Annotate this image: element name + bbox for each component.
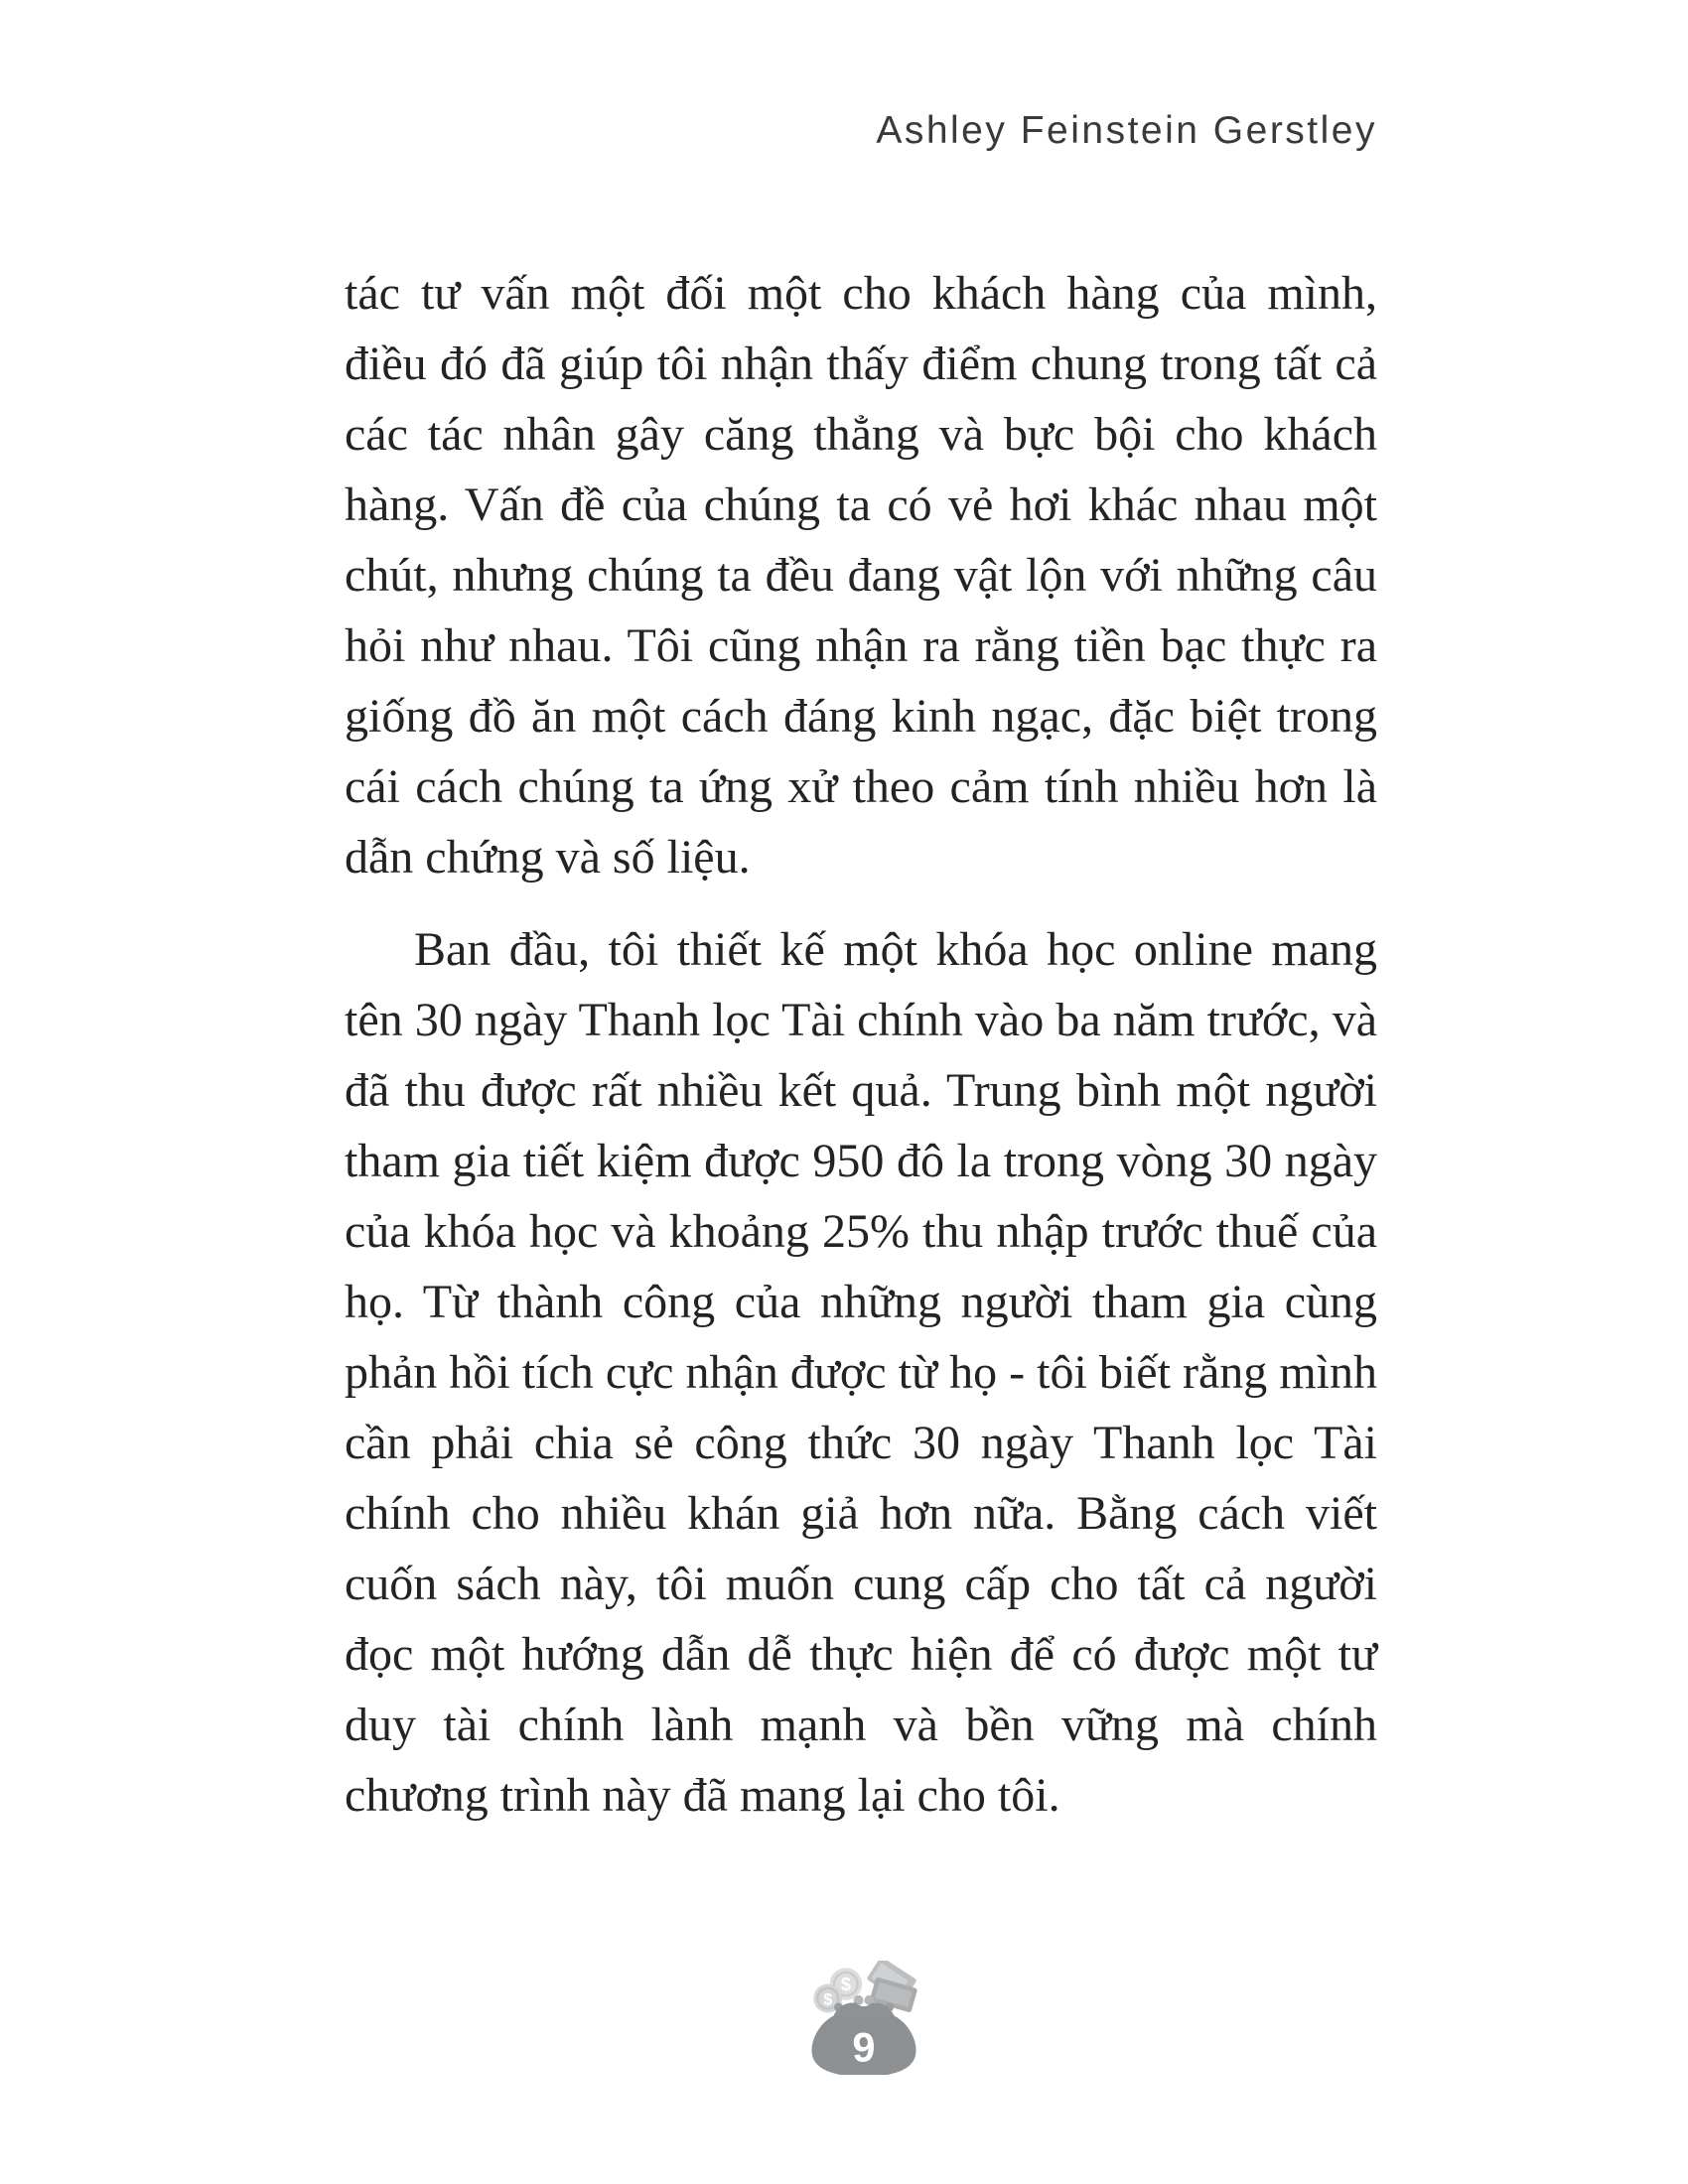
page-number-badge [804, 1961, 923, 2075]
paragraph: Ban đầu, tôi thiết kế một khóa học online mang tên 30 ngày Thanh lọc Tài chính vào ba năm trước, và đã thu được rất nhiều kết quả. Trung bình một người tham gia tiết kiệm được 950 đô la trong vòng 30 ngày của khóa học và khoảng 25% thu nhập trước thuế của họ. Từ thành công của những người tham gia cùng phản hồi tích cực nhận được từ họ - tôi biết rằng mình cần phải chia sẻ công thức 30 ngày Thanh lọc Tài chính cho nhiều khán giả hơn nữa. Bằng cách viết cuốn sách này, tôi muốn cung cấp cho tất cả người đọc một hướng dẫn dễ thực hiện để có được một tư duy tài chính lành mạnh và bền vững mà chính chương trình này đã mang lại cho tôi. [345, 923, 1377, 1822]
paragraph: tác tư vấn một đối một cho khách hàng của mình, điều đó đã giúp tôi nhận thấy điểm chung trong tất cả các tác nhân gây căng thẳng và bực bội cho khách hàng. Vấn đề của chúng ta có vẻ hơi khác nhau một chút, nhưng chúng ta đều đang vật lộn với những câu hỏi như nhau. Tôi cũng nhận ra rằng tiền bạc thực ra giống đồ ăn một cách đáng kinh ngạc, đặc biệt trong cái cách chúng ta ứng xử theo cảm tính nhiều hơn là dẫn chứng và số liệu. [345, 267, 1377, 884]
svg-text:$: $ [823, 1990, 833, 2009]
page-number: 9 [852, 2023, 876, 2071]
running-header-author: Ashley Feinstein Gerstley [876, 109, 1377, 152]
page-body-text [345, 258, 1377, 1831]
money-bag-icon [804, 1961, 923, 2075]
svg-text:$: $ [840, 1974, 851, 1994]
